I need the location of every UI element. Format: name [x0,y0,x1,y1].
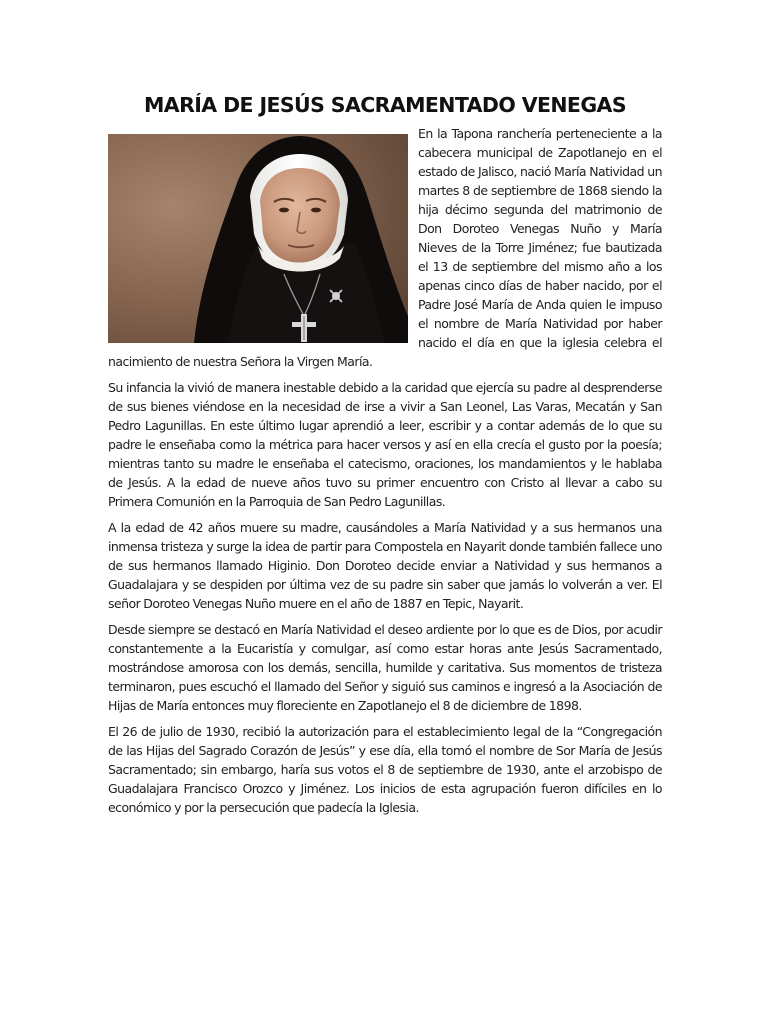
paragraph-5: El 26 de julio de 1930, recibió la autorización para el establecimiento legal de la “Congregación de las Hijas del Sagrado Corazón de Jesús” y ese día, ella tomó el nombre de Sor María de Jesús Sacramentado; sin embargo, haría sus votos el 8 de septiembre de 1930, ante el arzobispo de Guadalajara Francisco Orozco y Jiménez. Los inicios de esta agrupación fueron difíciles en lo económico y por la persecución que padecía la Iglesia. [108,724,662,815]
document-body [108,124,662,817]
document-page [108,88,662,824]
paragraph-1: En la Tapona ranchería perteneciente a la cabecera municipal de Zapotlanejo en el estado de Jalisco, nació María Natividad un martes 8 de septiembre de 1868 siendo la hija décimo segunda del matrimonio de Don Doroteo Venegas Nuño y María Nieves de la Torre Jiménez; fue bautizada el 13 de septiembre del mismo año a los apenas cinco días de haber nacido, por el Padre José María de Anda quien le impuso el nombre de María Natividad por haber nacido el día en que la iglesia celebra el nacimiento de nuestra Señora la Virgen María. [108,126,662,369]
paragraph-2: Su infancia la vivió de manera inestable debido a la caridad que ejercía su padre al desprenderse de sus bienes viéndose en la necesidad de irse a vivir a San Leonel, Las Varas, Mecatán y San Pedro Lagunillas. En este último lugar aprendió a leer, escribir y a contar además de lo que su padre le enseñaba como la métrica para hacer versos y así en ella crecía el gusto por la poesía; mientras tanto su madre le enseñaba el catecismo, oraciones, los mandamientos y le hablaba de Jesús. A la edad de nueve años tuvo su primer encuentro con Cristo al llevar a cabo su Primera Comunión en la Parroquia de San Pedro Lagunillas. [108,380,662,509]
paragraph-4: Desde siempre se destacó en María Natividad el deseo ardiente por lo que es de Dios, por acudir constantemente a la Eucaristía y comulgar, así como estar horas ante Jesús Sacramentado, mostrándose amorosa con los demás, sencilla, humilde y caritativa. Sus momentos de tristeza terminaron, pues escuchó el llamado del Señor y siguió sus caminos e ingresó a la Asociación de Hijas de María entonces muy floreciente en Zapotlanejo el 8 de diciembre de 1898. [108,622,662,713]
document-title: MARÍA DE JESÚS SACRAMENTADO VENEGAS [144,93,626,117]
paragraph-3: A la edad de 42 años muere su madre, causándoles a María Natividad y a sus hermanos una inmensa tristeza y surge la idea de partir para Compostela en Nayarit donde también fallece uno de sus hermanos llamado Higinio. Don Doroteo decide enviar a Natividad y sus hermanos a Guadalajara y se despiden por última vez de su padre sin saber que jamás lo volverán a ver. El señor Doroteo Venegas Nuño muere en el año de 1887 en Tepic, Nayarit. [108,520,662,611]
nun-portrait-image [108,134,408,343]
